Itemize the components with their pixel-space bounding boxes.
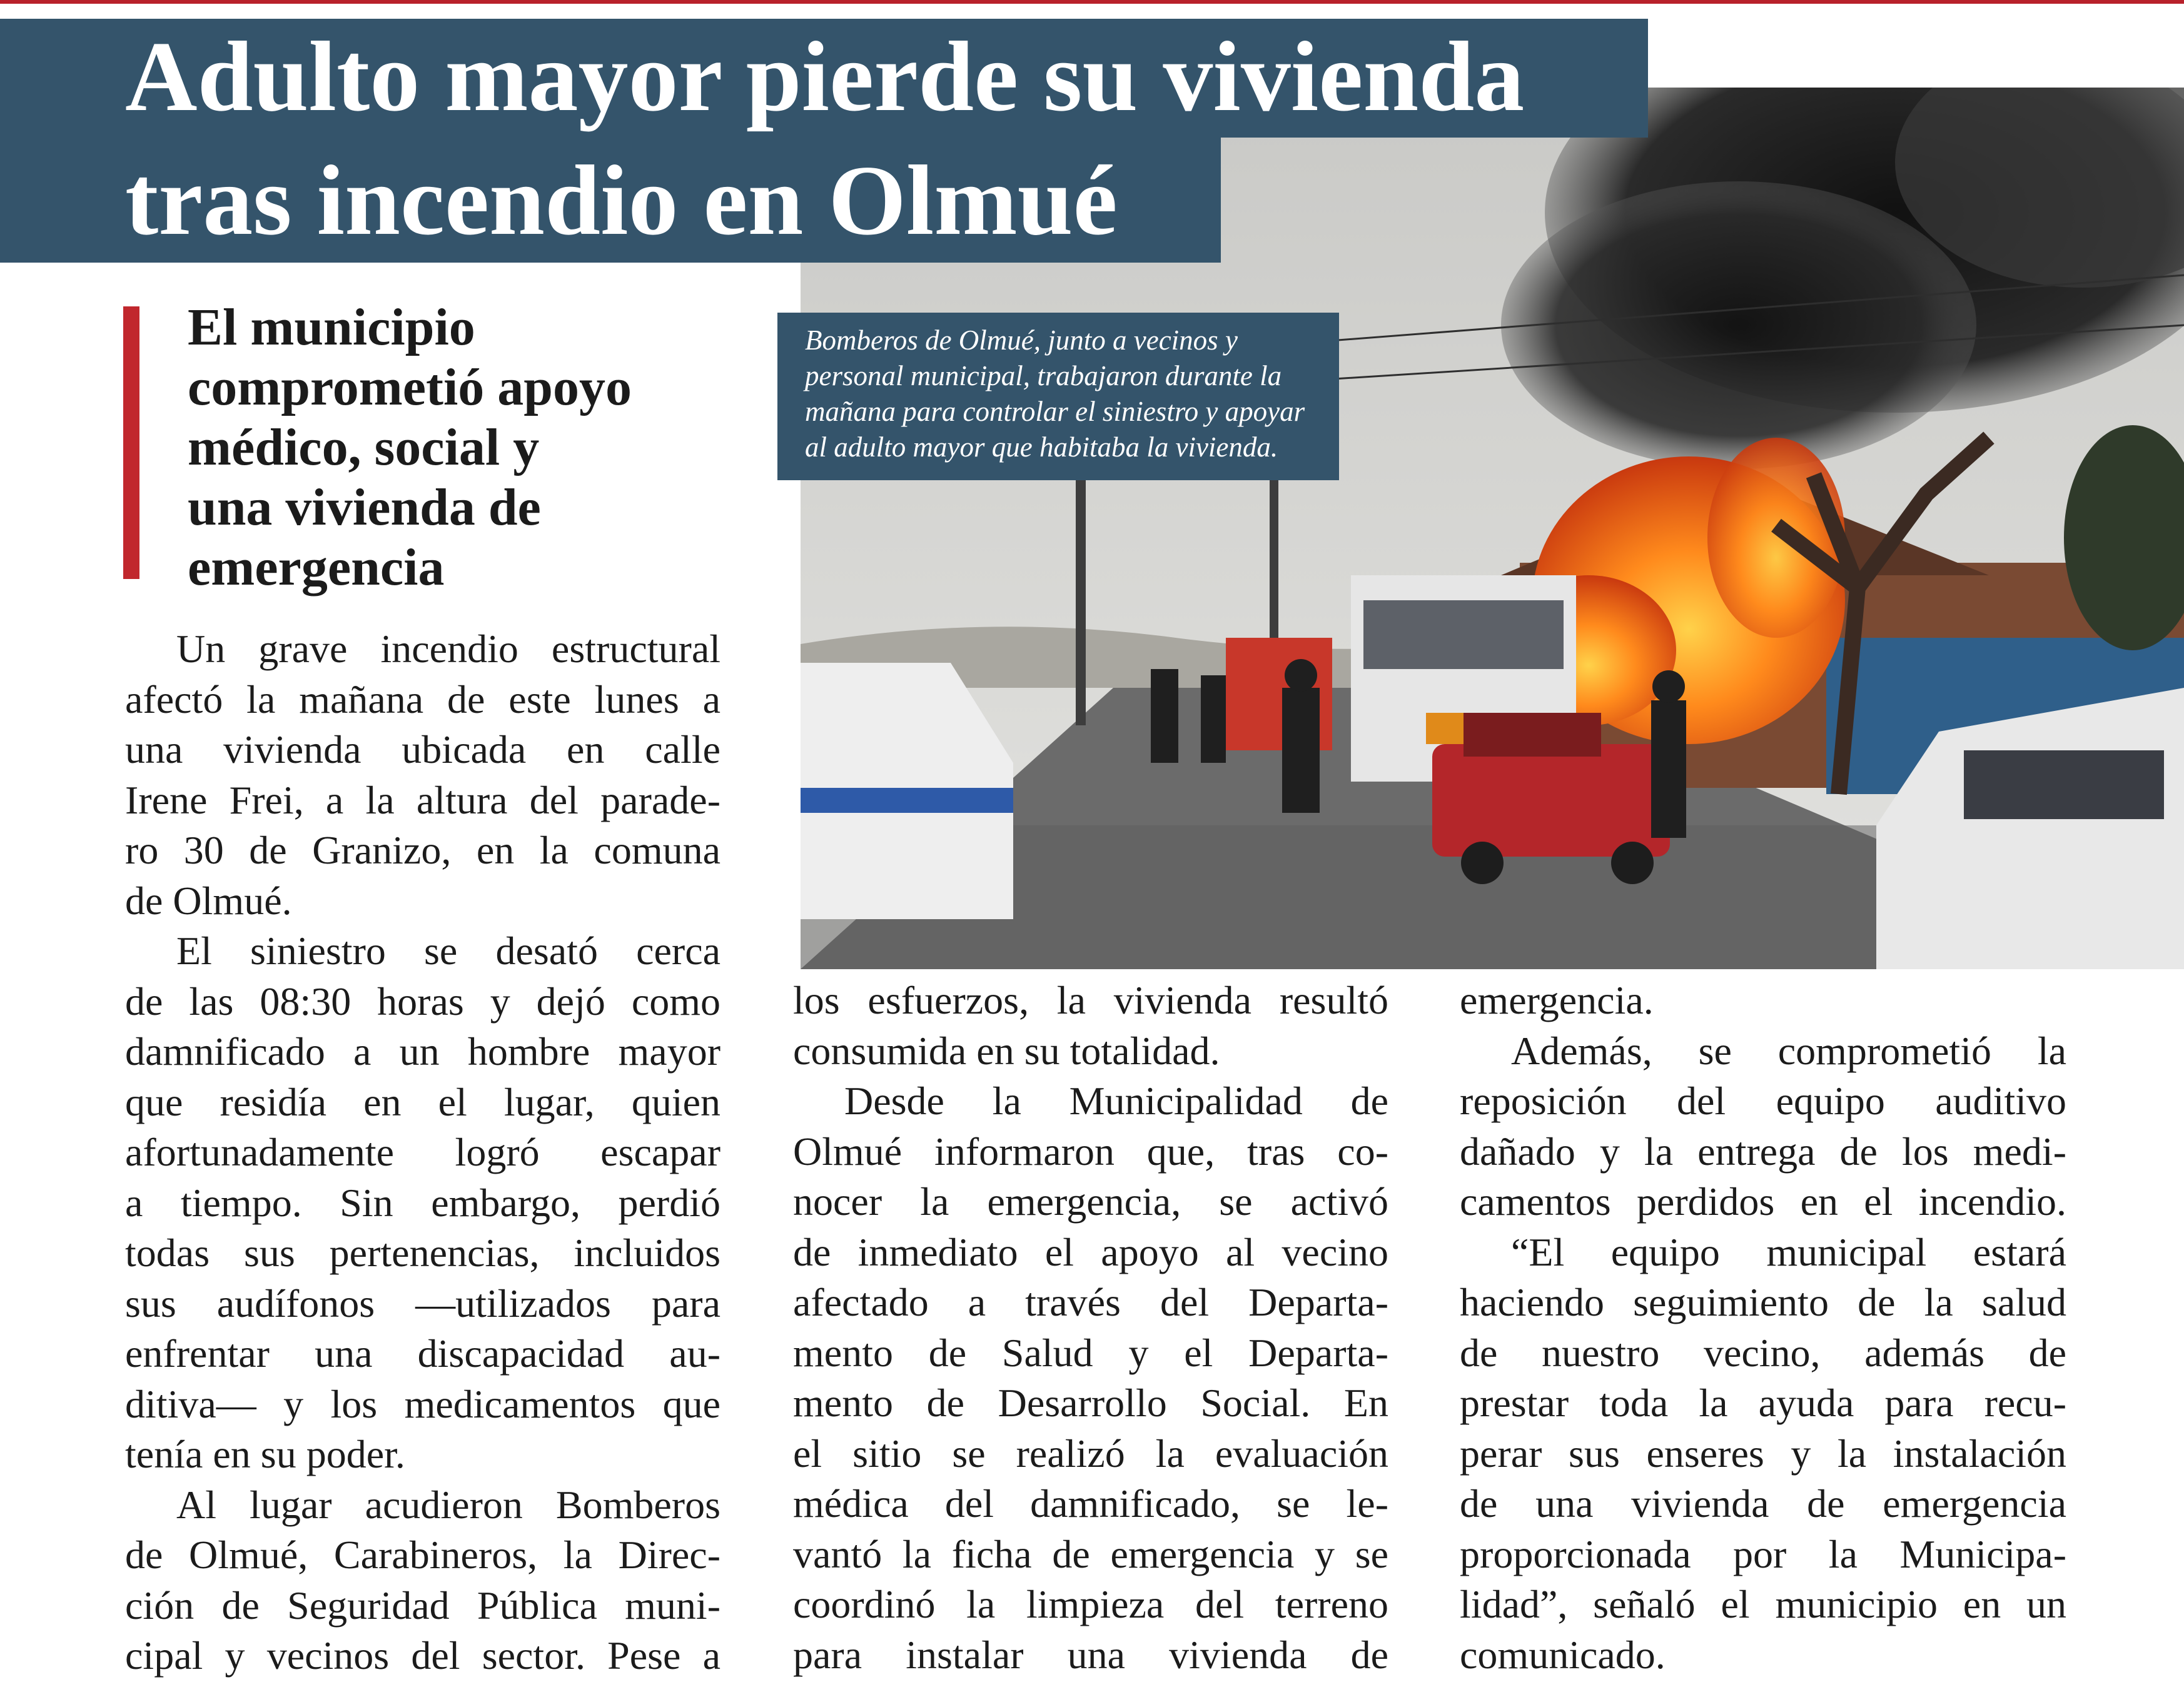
text-line: todas sus pertenencias, incluidos [125,1231,720,1275]
text-line: perar sus enseres y la instalación [1460,1431,2066,1476]
subtitle-line: una vivienda de [188,478,541,536]
text-line: dañado y la entrega de los medi- [1460,1129,2066,1174]
subtitle [188,298,738,598]
text-line: de una vivienda de emergencia [1460,1481,2066,1526]
subtitle-line: comprometió apoyo [188,358,632,416]
text-line: reposición del equipo auditivo [1460,1079,2066,1123]
text-line: el sitio se realizó la evaluación [793,1431,1388,1476]
text-line: afectado a través del Departa- [793,1280,1388,1324]
text-line: mento de Desarrollo Social. En [793,1381,1388,1425]
caption-line: Bomberos de Olmué, junto a vecinos y [805,325,1238,356]
caption-line: al adulto mayor que habitaba la vivienda. [805,431,1278,463]
text-line: cipal y vecinos del sector. Pese a [125,1633,720,1678]
paragraph [793,1076,1388,1680]
text-line: Irene Frei, a la altura del parade- [125,777,720,822]
text-line: afortunadamente logró escapar [125,1130,720,1174]
text-line: ción de Seguridad Pública muni- [125,1583,720,1628]
paragraph [125,624,720,926]
photo-caption [777,313,1339,480]
text-line: haciendo seguimiento de la salud [1460,1280,2066,1324]
text-line: que residía en el lugar, quien [125,1079,720,1124]
text-line: tenía en su poder. [125,1432,405,1476]
text-line: para instalar una vivienda de [793,1632,1388,1677]
text-line: Además, se comprometió la [1511,1028,2066,1073]
text-line: consumida en su totalidad. [793,1028,1220,1073]
text-line: los esfuerzos, la vivienda resultó [793,978,1388,1022]
text-line: médica del damnificado, se le- [793,1481,1388,1526]
text-line: camentos perdidos en el incendio. [1460,1179,2066,1224]
text-line: sus audífonos —utilizados para [125,1281,720,1326]
text-line: mento de Salud y el Departa- [793,1330,1388,1375]
paragraph [125,1480,720,1681]
text-line: Olmué informaron que, tras co- [793,1129,1388,1174]
subtitle-line: El municipio [188,298,475,356]
text-line: coordinó la limpieza del terreno [793,1582,1388,1626]
text-line: de Olmué, Carabineros, la Direc- [125,1533,720,1577]
text-line: vantó la ficha de emergencia y se [793,1531,1388,1576]
text-line: de inmediato el apoyo al vecino [793,1229,1388,1274]
text-line: lidad”, señaló el municipio en un [1460,1582,2066,1626]
text-line: a tiempo. Sin embargo, perdió [125,1180,720,1225]
subtitle-line: médico, social y [188,418,540,476]
subtitle-line: emergencia [188,538,445,597]
text-line: de las 08:30 horas y dejó como [125,979,720,1024]
text-line: damnificado a un hombre mayor [125,1029,720,1074]
paragraph [1460,1026,2066,1227]
paragraph [793,975,1388,1076]
headline-line-1: Adulto mayor pierde su vivienda [125,21,1525,132]
text-line: afectó la mañana de este lunes a [125,677,720,722]
article-column-3 [1460,975,2066,1680]
text-line: Desde la Municipalidad de [844,1079,1388,1123]
text-line: comunicado. [1460,1632,1666,1677]
text-line: ro 30 de Granizo, en la comuna [125,828,720,872]
text-line: Un grave incendio estructural [176,627,720,671]
text-line: prestar toda la ayuda para recu- [1460,1381,2066,1425]
text-line: nocer la emergencia, se activó [793,1179,1388,1224]
text-line: “El equipo municipal estará [1511,1229,2066,1274]
text-line: enfrentar una discapacidad au- [125,1331,720,1376]
text-line: de Olmué. [125,878,292,923]
text-line: una vivienda ubicada en calle [125,727,720,772]
subtitle-accent-bar [123,306,139,579]
article-column-2 [793,975,1388,1680]
caption-line: mañana para controlar el siniestro y apoyar [805,396,1305,427]
text-line: El siniestro se desató cerca [176,929,720,973]
paragraph [125,926,720,1480]
article-column-1 [125,624,720,1681]
text-line: Al lugar acudieron Bomberos [176,1482,720,1527]
paragraph [1460,1227,2066,1681]
text-line: de nuestro vecino, además de [1460,1330,2066,1375]
caption-line: personal municipal, trabajaron durante la [805,360,1282,391]
text-line: emergencia. [1460,978,1654,1022]
paragraph [1460,975,2066,1026]
text-line: proporcionada por la Municipa- [1460,1531,2066,1576]
top-rule [0,0,2184,4]
headline-line-2: tras incendio en Olmué [125,144,1118,256]
text-line: ditiva— y los medicamentos que [125,1381,720,1426]
